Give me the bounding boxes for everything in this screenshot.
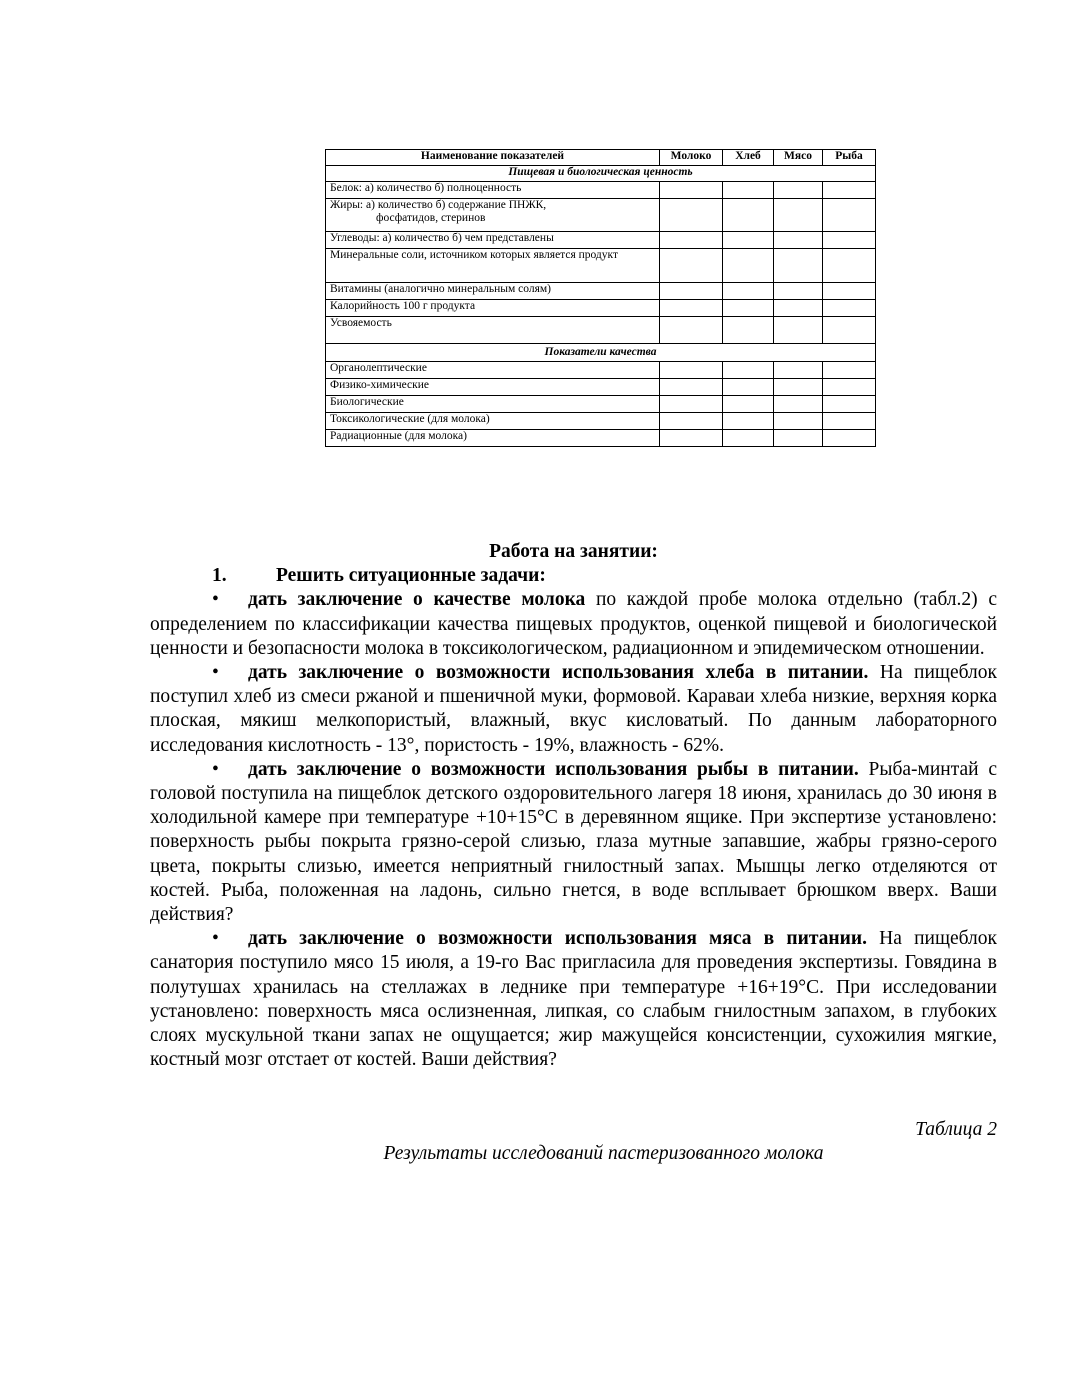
table-row xyxy=(326,413,876,430)
section-title: Пищевая и биологическая ценность xyxy=(326,166,876,182)
row-label: Жиры: а) количество б) содержание ПНЖК, фосфатидов, стеринов xyxy=(326,199,660,232)
header-bread: Хлеб xyxy=(723,150,774,166)
task-fish: • дать заключение о возможности использования рыбы в питании. Рыба-минтай с головой поступила на пищеблок детского оздоровительного лагеря 18 июня, хранилась до 30 июня в холодильной камере при температуре +10+15°С в деревянном ящике. При экспертизе установлено: поверхность рыбы покрыта грязно-серой слизью, глаза мутные запавшие, жабры грязно-серого цвета, покрыты слизью, имеется неприятный гнилостный запах. Мышцы легко отделяются от костей. Рыба, положенная на ладонь, сильно гнется, в воде всплывает брюшком вверх. Ваши действия? xyxy=(150,758,997,926)
section-heading: Работа на занятии: xyxy=(489,541,658,562)
row-label: Минеральные соли, источником которых является продукт xyxy=(326,249,660,283)
table-row xyxy=(326,317,876,344)
document-body xyxy=(150,540,997,1072)
task-bread: • дать заключение о возможности использования хлеба в питании. На пищеблок поступил хлеб из смеси ржаной и пшеничной муки, формовой. Караваи хлеба низкие, верхняя корка плоская, мякиш мелкопористый, влажный, вкус кисловатый. По данным лабораторного исследования кислотность - 13°, пористость - 19%, влажность - 62%. xyxy=(150,662,997,756)
header-name: Наименование показателей xyxy=(326,150,660,166)
table-row xyxy=(326,396,876,413)
table-row xyxy=(326,182,876,199)
section-row xyxy=(326,166,876,182)
table-row xyxy=(326,249,876,283)
table-row xyxy=(326,199,876,232)
table-label: Таблица 2 xyxy=(915,1119,997,1140)
table-row xyxy=(326,232,876,249)
row-label: Радиационные (для молока) xyxy=(326,430,660,447)
indicators-table xyxy=(325,149,876,447)
row-label: Физико-химические xyxy=(326,379,660,396)
row-label: Калорийность 100 г продукта xyxy=(326,300,660,317)
table-row xyxy=(326,283,876,300)
row-label: Усвояемость xyxy=(326,317,660,344)
table-row xyxy=(326,430,876,447)
task-meat: • дать заключение о возможности использования мяса в питании. На пищеблок санатория поступило мясо 15 июля, а 19-го Вас пригласила для проведения экспертизы. Говядина в полутушах хранилась на стеллажах в леднике при температуре +16+19°С. При исследовании установлено: поверхность мяса ослизненная, липкая, со слабым гнилостным запахом, в глубоких слоях мускульной ткани запах не ощущается; жир мажущейся консистенции, сухожилия мягкие, костный мозг отстает от костей. Ваши действия? xyxy=(150,928,998,1071)
header-fish: Рыба xyxy=(823,150,876,166)
row-label: Органолептические xyxy=(326,362,660,379)
numbered-item: 1. Решить ситуационные задачи: xyxy=(212,565,546,587)
row-label: Белок: а) количество б) полноценность xyxy=(326,182,660,199)
section-title: Показатели качества xyxy=(326,344,876,362)
row-label: Углеводы: а) количество б) чем представлены xyxy=(326,232,660,249)
row-label: Биологические xyxy=(326,396,660,413)
header-milk: Молоко xyxy=(660,150,723,166)
row-label: Витамины (аналогично минеральным солям) xyxy=(326,283,660,300)
task-milk: • дать заключение о качестве молока по каждой пробе молока отдельно (табл.2) с определением по классификации качества пищевых продуктов, оценкой пищевой и биологической ценности и безопасности молока в токсикологическом, радиационном и эпидемическом отношении. xyxy=(150,589,997,659)
table-caption: Результаты исследований пастеризованного молока xyxy=(383,1143,824,1164)
table-row xyxy=(326,379,876,396)
table-row xyxy=(326,300,876,317)
table-row xyxy=(326,362,876,379)
table-header-row xyxy=(326,150,876,166)
header-meat: Мясо xyxy=(774,150,823,166)
section-row xyxy=(326,344,876,362)
row-label: Токсикологические (для молока) xyxy=(326,413,660,430)
